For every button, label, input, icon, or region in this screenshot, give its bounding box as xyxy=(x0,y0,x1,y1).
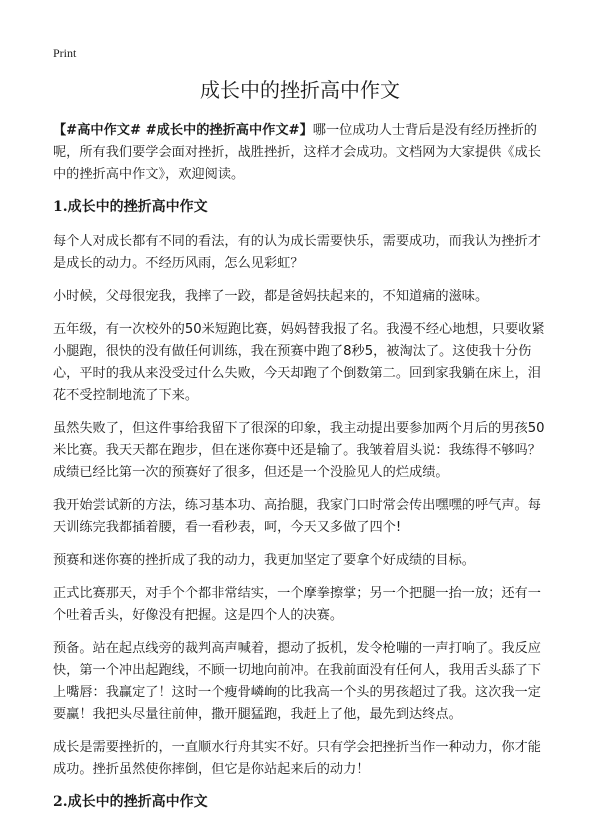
print-link[interactable]: Print xyxy=(53,46,77,60)
section-heading: 2.成长中的挫折高中作文 xyxy=(53,794,208,810)
intro-tags: 【#高中作文# #成长中的挫折高中作文#】 xyxy=(53,123,313,138)
article-paragraph: 小时候，父母很宠我，我摔了一跤，都是爸妈扶起来的，不知道痛的滋味。 xyxy=(53,289,489,304)
article-paragraph: 虽然失败了，但这件事给我留下了很深的印象，我主动提出要参加两个月后的男孩50米比赛。我天天都在跑步，但在迷你赛中还是输了。我皱着眉头说：我练得不够吗？成绩已经比第一次的预赛好了很多，但还是一个没脸见人的烂成绩。 xyxy=(53,421,545,480)
article-body xyxy=(53,120,548,826)
intro-paragraph xyxy=(53,120,548,186)
article-paragraph: 我开始尝试新的方法，练习基本功、高抬腿，我家门口时常会传出嘿嘿的呼气声。每天训练完我都插着腰，看一看秒表，呵，今天又多做了四个! xyxy=(53,498,541,535)
article-paragraph: 正式比赛那天，对手个个都非常结实，一个摩拳擦掌；另一个把腿一抬一放；还有一个吐着舌头，好像没有把握。这是四个人的决赛。 xyxy=(53,586,541,623)
intro-text: 哪一位成功人士背后是没有经历挫折的呢，所有我们要学会面对挫折，战胜挫折，这样才会成功。文档网为大家提供《成长中的挫折高中作文》，欢迎阅读。 xyxy=(53,123,541,182)
article-paragraph: 五年级，有一次校外的50米短跑比赛，妈妈替我报了名。我漫不经心地想，只要收紧小腿跑，很快的没有做任何训练，我在预赛中跑了8秒5，被淘汰了。这使我十分伤心，平时的我从来没受过什么失败，今天却跑了个倒数第二。回到家我躺在床上，泪花不受控制地流了下来。 xyxy=(53,322,545,403)
page-title: 成长中的挫折高中作文 xyxy=(200,78,400,102)
article-paragraph: 成长是需要挫折的，一直顺水行舟其实不好。只有学会把挫折当作一种动力，你才能成功。挫折虽然使你摔倒，但它是你站起来后的动力！ xyxy=(53,740,541,777)
section-heading: 1.成长中的挫折高中作文 xyxy=(53,199,208,215)
article-paragraph: 预备。站在起点线旁的裁判高声喊着，摁动了扳机，发令枪嘣的一声打响了。我反应快，第一个冲出起跑线，不顾一切地向前冲。在我前面没有任何人，我用舌头舔了下上嘴唇：我赢定了！这时一个瘦骨嶙峋的比我高一个头的男孩超过了我。这次我一定要赢！我把头尽量往前伸，撒开腿猛跑，我赶上了他，最先到达终点。 xyxy=(53,641,541,722)
article-paragraph: 每个人对成长都有不同的看法，有的认为成长需要快乐，需要成功，而我认为挫折才是成长的动力。不经历风雨，怎么见彩虹？ xyxy=(53,234,541,271)
article-paragraph: 预赛和迷你赛的挫折成了我的动力，我更加坚定了要拿个好成绩的目标。 xyxy=(53,553,475,568)
